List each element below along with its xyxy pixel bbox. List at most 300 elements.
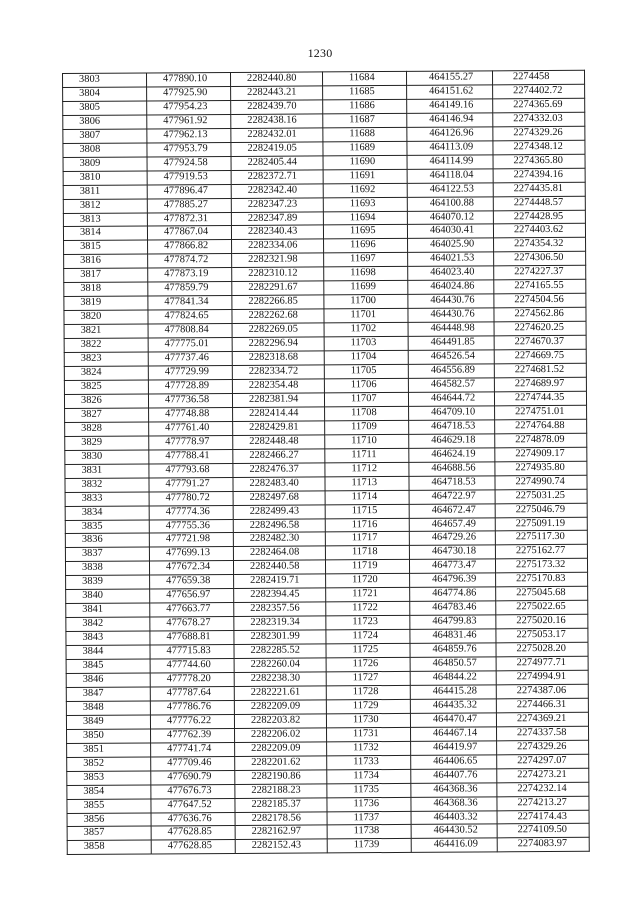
x-coordinate-right-cell: 464718.53 (409, 476, 495, 490)
x-coordinate-left-cell: 477778.97 (149, 435, 233, 449)
point-number-left-cell: 3838 (65, 561, 149, 575)
y-coordinate-left-cell: 2282340.43 (231, 225, 323, 240)
x-coordinate-left-cell: 477690.79 (151, 770, 235, 784)
x-coordinate-left-cell: 477761.40 (149, 421, 233, 435)
point-number-left-cell: 3828 (65, 422, 149, 436)
x-coordinate-left-cell: 477656.97 (150, 589, 234, 603)
y-coordinate-left-cell: 2282372.71 (231, 170, 323, 185)
point-number-left-cell: 3809 (63, 157, 147, 171)
y-coordinate-left-cell: 2282432.01 (231, 128, 323, 143)
point-number-right-cell: 11727 (326, 671, 410, 685)
point-number-left-cell: 3836 (65, 533, 149, 547)
y-coordinate-left-cell: 2282357.56 (234, 602, 326, 617)
x-coordinate-right-cell: 464024.86 (408, 280, 494, 294)
y-coordinate-left-cell: 2282419.05 (231, 142, 323, 157)
point-number-left-cell: 3851 (67, 743, 151, 757)
point-number-right-cell: 11739 (327, 839, 411, 853)
x-coordinate-right-cell: 464149.16 (407, 99, 493, 113)
x-coordinate-right-cell: 464100.88 (407, 196, 493, 210)
point-number-left-cell: 3814 (63, 226, 147, 240)
x-coordinate-left-cell: 477709.46 (151, 756, 235, 770)
point-number-left-cell: 3840 (66, 589, 150, 603)
y-coordinate-right-cell: 2274562.86 (494, 308, 586, 323)
point-number-right-cell: 11726 (326, 657, 410, 671)
y-coordinate-right-cell: 2274878.09 (495, 433, 587, 448)
point-number-left-cell: 3853 (67, 771, 151, 785)
y-coordinate-left-cell: 2282296.94 (232, 337, 324, 352)
point-number-left-cell: 3846 (66, 673, 150, 687)
point-number-left-cell: 3810 (63, 171, 147, 185)
y-coordinate-right-cell: 2274435.81 (493, 182, 585, 197)
point-number-right-cell: 11722 (326, 602, 410, 616)
point-number-right-cell: 11699 (324, 281, 408, 295)
x-coordinate-right-cell: 464368.36 (411, 796, 497, 810)
point-number-left-cell: 3827 (65, 408, 149, 422)
y-coordinate-left-cell: 2282266.85 (232, 295, 324, 310)
x-coordinate-right-cell: 464419.97 (411, 741, 497, 755)
y-coordinate-left-cell: 2282152.43 (235, 839, 327, 854)
y-coordinate-right-cell: 2274369.21 (496, 712, 588, 727)
x-coordinate-left-cell: 477954.23 (147, 100, 231, 114)
point-number-right-cell: 11724 (326, 630, 410, 644)
point-number-right-cell: 11697 (324, 253, 408, 267)
x-coordinate-left-cell: 477873.19 (148, 268, 232, 282)
y-coordinate-left-cell: 2282334.72 (232, 365, 324, 380)
point-number-right-cell: 11732 (327, 741, 411, 755)
point-number-right-cell: 11690 (323, 155, 407, 169)
y-coordinate-left-cell: 2282381.94 (232, 393, 324, 408)
y-coordinate-right-cell: 2274428.95 (493, 210, 585, 225)
x-coordinate-right-cell: 464730.18 (409, 545, 495, 559)
x-coordinate-left-cell: 477778.20 (150, 672, 234, 686)
y-coordinate-left-cell: 2282178.56 (235, 811, 327, 826)
y-coordinate-right-cell: 2275045.68 (496, 587, 588, 602)
x-coordinate-left-cell: 477791.27 (149, 477, 233, 491)
x-coordinate-left-cell: 477788.41 (149, 449, 233, 463)
x-coordinate-right-cell: 464831.46 (410, 629, 496, 643)
y-coordinate-right-cell: 2274297.07 (497, 754, 589, 769)
point-number-right-cell: 11691 (323, 169, 407, 183)
x-coordinate-left-cell: 477776.22 (150, 714, 234, 728)
y-coordinate-right-cell: 2274354.32 (494, 238, 586, 253)
y-coordinate-left-cell: 2282318.68 (232, 351, 324, 366)
point-number-right-cell: 11721 (326, 588, 410, 602)
y-coordinate-right-cell: 2274909.17 (495, 447, 587, 462)
x-coordinate-right-cell: 464122.53 (407, 182, 493, 196)
y-coordinate-left-cell: 2282429.81 (233, 421, 325, 436)
y-coordinate-left-cell: 2282185.37 (235, 797, 327, 812)
y-coordinate-right-cell: 2274764.88 (495, 419, 587, 434)
x-coordinate-left-cell: 477744.60 (150, 658, 234, 672)
y-coordinate-right-cell: 2274083.97 (497, 838, 589, 853)
point-number-left-cell: 3826 (64, 394, 148, 408)
x-coordinate-left-cell: 477961.92 (147, 114, 231, 128)
x-coordinate-left-cell: 477663.77 (150, 603, 234, 617)
y-coordinate-left-cell: 2282206.02 (235, 728, 327, 743)
y-coordinate-right-cell: 2275020.16 (496, 614, 588, 629)
point-number-right-cell: 11720 (326, 574, 410, 588)
x-coordinate-right-cell: 464467.14 (411, 727, 497, 741)
point-number-left-cell: 3841 (66, 603, 150, 617)
y-coordinate-right-cell: 2274337.58 (497, 726, 589, 741)
x-coordinate-left-cell: 477780.72 (149, 491, 233, 505)
x-coordinate-right-cell: 464415.28 (410, 685, 496, 699)
x-coordinate-right-cell: 464368.36 (411, 782, 497, 796)
x-coordinate-left-cell: 477678.27 (150, 617, 234, 631)
point-number-right-cell: 11737 (327, 811, 411, 825)
y-coordinate-left-cell: 2282291.67 (232, 281, 324, 296)
y-coordinate-right-cell: 2274458 (492, 70, 584, 85)
x-coordinate-left-cell: 477736.58 (148, 393, 232, 407)
y-coordinate-left-cell: 2282496.58 (233, 518, 325, 533)
y-coordinate-right-cell: 2275053.17 (496, 628, 588, 643)
x-coordinate-left-cell: 477885.27 (147, 198, 231, 212)
y-coordinate-left-cell: 2282438.16 (231, 114, 323, 129)
x-coordinate-left-cell: 477841.34 (148, 296, 232, 310)
x-coordinate-left-cell: 477647.52 (151, 798, 235, 812)
y-coordinate-right-cell: 2274365.80 (493, 154, 585, 169)
x-coordinate-left-cell: 477793.68 (149, 463, 233, 477)
y-coordinate-left-cell: 2282209.09 (235, 742, 327, 757)
y-coordinate-left-cell: 2282347.23 (231, 197, 323, 212)
y-coordinate-right-cell: 2275162.77 (495, 545, 587, 560)
x-coordinate-left-cell: 477659.38 (150, 575, 234, 589)
point-number-left-cell: 3849 (66, 715, 150, 729)
point-number-left-cell: 3825 (64, 380, 148, 394)
x-coordinate-left-cell: 477741.74 (151, 742, 235, 756)
y-coordinate-right-cell: 2275091.19 (495, 517, 587, 532)
x-coordinate-left-cell: 477636.76 (151, 812, 235, 826)
x-coordinate-right-cell: 464688.56 (409, 462, 495, 476)
y-coordinate-right-cell: 2275173.32 (495, 559, 587, 574)
x-coordinate-right-cell: 464430.76 (408, 294, 494, 308)
y-coordinate-left-cell: 2282260.04 (234, 658, 326, 673)
point-number-left-cell: 3829 (65, 436, 149, 450)
x-coordinate-right-cell: 464470.47 (410, 713, 496, 727)
y-coordinate-right-cell: 2274670.37 (494, 335, 586, 350)
point-number-right-cell: 11735 (327, 783, 411, 797)
point-number-left-cell: 3854 (67, 785, 151, 799)
point-number-right-cell: 11730 (326, 713, 410, 727)
x-coordinate-left-cell: 477628.85 (151, 840, 235, 854)
point-number-left-cell: 3858 (67, 840, 151, 854)
y-coordinate-left-cell: 2282262.68 (232, 309, 324, 324)
y-coordinate-right-cell: 2274994.91 (496, 670, 588, 685)
point-number-right-cell: 11719 (325, 560, 409, 574)
point-number-left-cell: 3834 (65, 506, 149, 520)
x-coordinate-left-cell: 477775.01 (148, 338, 232, 352)
point-number-right-cell: 11703 (324, 337, 408, 351)
x-coordinate-right-cell: 464416.09 (411, 838, 497, 852)
point-number-right-cell: 11685 (323, 85, 407, 99)
x-coordinate-right-cell: 464799.83 (410, 615, 496, 629)
x-coordinate-right-cell: 464070.12 (407, 210, 493, 224)
y-coordinate-right-cell: 2274165.55 (494, 280, 586, 295)
x-coordinate-left-cell: 477729.99 (148, 365, 232, 379)
point-number-right-cell: 11714 (325, 490, 409, 504)
y-coordinate-left-cell: 2282238.30 (234, 672, 326, 687)
point-number-right-cell: 11712 (325, 462, 409, 476)
point-number-right-cell: 11698 (324, 267, 408, 281)
point-number-left-cell: 3822 (64, 338, 148, 352)
y-coordinate-left-cell: 2282497.68 (233, 490, 325, 505)
x-coordinate-left-cell: 477874.72 (148, 254, 232, 268)
x-coordinate-right-cell: 464556.89 (408, 364, 494, 378)
x-coordinate-left-cell: 477715.83 (150, 645, 234, 659)
x-coordinate-right-cell: 464448.98 (408, 322, 494, 336)
x-coordinate-right-cell: 464430.52 (411, 824, 497, 838)
y-coordinate-left-cell: 2282209.09 (234, 700, 326, 715)
y-coordinate-left-cell: 2282285.52 (234, 644, 326, 659)
x-coordinate-right-cell: 464113.09 (407, 141, 493, 155)
point-number-right-cell: 11700 (324, 295, 408, 309)
y-coordinate-right-cell: 2274620.25 (494, 321, 586, 336)
point-number-right-cell: 11734 (327, 769, 411, 783)
y-coordinate-left-cell: 2282448.48 (233, 435, 325, 450)
y-coordinate-right-cell: 2275022.65 (496, 601, 588, 616)
point-number-right-cell: 11687 (323, 113, 407, 127)
x-coordinate-right-cell: 464430.76 (408, 308, 494, 322)
y-coordinate-right-cell: 2274448.57 (493, 196, 585, 211)
y-coordinate-right-cell: 2274990.74 (495, 475, 587, 490)
x-coordinate-right-cell: 464406.65 (411, 755, 497, 769)
x-coordinate-left-cell: 477872.31 (147, 212, 231, 226)
x-coordinate-right-cell: 464783.46 (410, 601, 496, 615)
point-number-left-cell: 3843 (66, 631, 150, 645)
y-coordinate-right-cell: 2274365.69 (493, 98, 585, 113)
x-coordinate-right-cell: 464850.57 (410, 657, 496, 671)
point-number-left-cell: 3818 (64, 282, 148, 296)
point-number-left-cell: 3815 (64, 240, 148, 254)
x-coordinate-right-cell: 464526.54 (408, 350, 494, 364)
x-coordinate-right-cell: 464435.32 (410, 699, 496, 713)
y-coordinate-left-cell: 2282334.06 (232, 239, 324, 254)
x-coordinate-left-cell: 477755.36 (149, 519, 233, 533)
point-number-right-cell: 11706 (324, 378, 408, 392)
x-coordinate-left-cell: 477728.89 (148, 379, 232, 393)
x-coordinate-right-cell: 464722.97 (409, 489, 495, 503)
x-coordinate-left-cell: 477824.65 (148, 310, 232, 324)
point-number-left-cell: 3812 (63, 199, 147, 213)
x-coordinate-left-cell: 477962.13 (147, 128, 231, 142)
point-number-left-cell: 3832 (65, 478, 149, 492)
x-coordinate-right-cell: 464151.62 (407, 85, 493, 99)
point-number-left-cell: 3847 (66, 687, 150, 701)
x-coordinate-right-cell: 464657.49 (409, 517, 495, 531)
point-number-left-cell: 3820 (64, 310, 148, 324)
x-coordinate-left-cell: 477925.90 (147, 86, 231, 100)
point-number-right-cell: 11709 (325, 420, 409, 434)
point-number-left-cell: 3824 (64, 366, 148, 380)
y-coordinate-left-cell: 2282188.23 (235, 784, 327, 799)
y-coordinate-left-cell: 2282321.98 (232, 253, 324, 268)
x-coordinate-right-cell: 464859.76 (410, 643, 496, 657)
point-number-left-cell: 3806 (63, 115, 147, 129)
point-number-left-cell: 3817 (64, 268, 148, 282)
point-number-left-cell: 3830 (65, 450, 149, 464)
y-coordinate-left-cell: 2282342.40 (231, 184, 323, 199)
point-number-left-cell: 3833 (65, 492, 149, 506)
point-number-right-cell: 11688 (323, 127, 407, 141)
x-coordinate-right-cell: 464146.94 (407, 113, 493, 127)
x-coordinate-right-cell: 464774.86 (410, 587, 496, 601)
point-number-right-cell: 11708 (325, 406, 409, 420)
x-coordinate-right-cell: 464582.57 (408, 378, 494, 392)
point-number-left-cell: 3856 (67, 812, 151, 826)
y-coordinate-left-cell: 2282476.37 (233, 463, 325, 478)
y-coordinate-right-cell: 2274977.71 (496, 656, 588, 671)
point-number-left-cell: 3819 (64, 296, 148, 310)
point-number-right-cell: 11729 (326, 699, 410, 713)
y-coordinate-left-cell: 2282466.27 (233, 449, 325, 464)
y-coordinate-left-cell: 2282347.89 (231, 211, 323, 226)
point-number-right-cell: 11738 (327, 825, 411, 839)
page-number: 1230 (307, 46, 333, 60)
y-coordinate-right-cell: 2275028.20 (496, 642, 588, 657)
x-coordinate-right-cell: 464023.40 (408, 266, 494, 280)
y-coordinate-right-cell: 2274306.50 (494, 252, 586, 267)
point-number-left-cell: 3850 (67, 729, 151, 743)
x-coordinate-right-cell: 464025.90 (408, 238, 494, 252)
y-coordinate-left-cell: 2282482.30 (233, 532, 325, 547)
x-coordinate-left-cell: 477866.82 (148, 240, 232, 254)
y-coordinate-right-cell: 2274751.01 (495, 405, 587, 420)
y-coordinate-right-cell: 2275117.30 (495, 531, 587, 546)
y-coordinate-right-cell: 2274403.62 (493, 224, 585, 239)
point-number-right-cell: 11686 (323, 99, 407, 113)
point-number-left-cell: 3821 (64, 324, 148, 338)
point-number-left-cell: 3852 (67, 757, 151, 771)
x-coordinate-left-cell: 477867.04 (147, 226, 231, 240)
x-coordinate-left-cell: 477953.79 (147, 142, 231, 156)
x-coordinate-right-cell: 464644.72 (408, 392, 494, 406)
y-coordinate-left-cell: 2282394.45 (234, 588, 326, 603)
point-number-left-cell: 3848 (66, 701, 150, 715)
x-coordinate-right-cell: 464672.47 (409, 503, 495, 517)
y-coordinate-right-cell: 2274332.03 (493, 112, 585, 127)
y-coordinate-left-cell: 2282440.80 (230, 72, 322, 87)
y-coordinate-right-cell: 2274213.27 (497, 796, 589, 811)
x-coordinate-right-cell: 464718.53 (409, 420, 495, 434)
point-number-right-cell: 11731 (327, 727, 411, 741)
x-coordinate-left-cell: 477762.39 (151, 728, 235, 742)
y-coordinate-right-cell: 2274504.56 (494, 294, 586, 309)
x-coordinate-left-cell: 477786.76 (150, 700, 234, 714)
y-coordinate-left-cell: 2282499.43 (233, 504, 325, 519)
y-coordinate-left-cell: 2282414.44 (233, 407, 325, 422)
y-coordinate-left-cell: 2282354.48 (232, 379, 324, 394)
point-number-right-cell: 11733 (327, 755, 411, 769)
point-number-left-cell: 3839 (66, 575, 150, 589)
point-number-left-cell: 3816 (64, 254, 148, 268)
y-coordinate-left-cell: 2282301.99 (234, 630, 326, 645)
y-coordinate-right-cell: 2274402.72 (493, 84, 585, 99)
x-coordinate-right-cell: 464118.04 (407, 169, 493, 183)
y-coordinate-right-cell: 2274348.12 (493, 140, 585, 155)
x-coordinate-left-cell: 477748.88 (149, 407, 233, 421)
x-coordinate-right-cell: 464624.19 (409, 448, 495, 462)
point-number-right-cell: 11707 (324, 392, 408, 406)
y-coordinate-left-cell: 2282440.58 (233, 560, 325, 575)
y-coordinate-right-cell: 2274227.37 (494, 266, 586, 281)
y-coordinate-left-cell: 2282405.44 (231, 156, 323, 171)
y-coordinate-right-cell: 2274744.35 (494, 391, 586, 406)
y-coordinate-right-cell: 2275170.83 (496, 573, 588, 588)
x-coordinate-left-cell: 477890.10 (147, 72, 231, 86)
x-coordinate-left-cell: 477688.81 (150, 631, 234, 645)
x-coordinate-left-cell: 477774.36 (149, 505, 233, 519)
point-number-right-cell: 11702 (324, 323, 408, 337)
point-number-left-cell: 3811 (63, 185, 147, 199)
point-number-right-cell: 11723 (326, 616, 410, 630)
point-number-right-cell: 11705 (324, 364, 408, 378)
x-coordinate-left-cell: 477676.73 (151, 784, 235, 798)
y-coordinate-left-cell: 2282201.62 (235, 756, 327, 771)
point-number-left-cell: 3845 (66, 659, 150, 673)
point-number-left-cell: 3855 (67, 799, 151, 813)
coordinate-table-body (63, 70, 590, 855)
x-coordinate-left-cell: 477787.64 (150, 686, 234, 700)
x-coordinate-right-cell: 464114.99 (407, 155, 493, 169)
x-coordinate-right-cell: 464796.39 (410, 573, 496, 587)
y-coordinate-left-cell: 2282203.82 (234, 714, 326, 729)
point-number-left-cell: 3837 (65, 547, 149, 561)
x-coordinate-right-cell: 464709.10 (409, 406, 495, 420)
point-number-left-cell: 3842 (66, 617, 150, 631)
point-number-left-cell: 3857 (67, 826, 151, 840)
x-coordinate-left-cell: 477859.79 (148, 282, 232, 296)
point-number-left-cell: 3831 (65, 464, 149, 478)
point-number-right-cell: 11689 (323, 141, 407, 155)
y-coordinate-right-cell: 2274689.97 (494, 377, 586, 392)
point-number-left-cell: 3813 (63, 213, 147, 227)
point-number-right-cell: 11695 (323, 225, 407, 239)
x-coordinate-left-cell: 477808.84 (148, 324, 232, 338)
point-number-right-cell: 11711 (325, 448, 409, 462)
x-coordinate-right-cell: 464155.27 (406, 71, 492, 85)
x-coordinate-right-cell: 464403.32 (411, 810, 497, 824)
point-number-right-cell: 11696 (324, 239, 408, 253)
x-coordinate-left-cell: 477924.58 (147, 156, 231, 170)
x-coordinate-right-cell: 464126.96 (407, 127, 493, 141)
y-coordinate-right-cell: 2274329.26 (493, 126, 585, 141)
y-coordinate-left-cell: 2282319.34 (234, 616, 326, 631)
point-number-right-cell: 11715 (325, 504, 409, 518)
x-coordinate-right-cell: 464773.47 (409, 559, 495, 573)
point-number-left-cell: 3807 (63, 129, 147, 143)
y-coordinate-right-cell: 2274935.80 (495, 461, 587, 476)
y-coordinate-left-cell: 2282443.21 (231, 86, 323, 101)
point-number-left-cell: 3823 (64, 352, 148, 366)
table-row (67, 838, 589, 855)
x-coordinate-left-cell: 477699.13 (149, 547, 233, 561)
coordinate-table (62, 70, 590, 856)
y-coordinate-right-cell: 2274466.31 (496, 698, 588, 713)
y-coordinate-right-cell: 2275046.79 (495, 503, 587, 518)
y-coordinate-right-cell: 2275031.25 (495, 489, 587, 504)
x-coordinate-left-cell: 477737.46 (148, 352, 232, 366)
y-coordinate-left-cell: 2282269.05 (232, 323, 324, 338)
y-coordinate-left-cell: 2282483.40 (233, 477, 325, 492)
point-number-right-cell: 11728 (326, 685, 410, 699)
y-coordinate-right-cell: 2274232.14 (497, 782, 589, 797)
point-number-right-cell: 11692 (323, 183, 407, 197)
y-coordinate-right-cell: 2274669.75 (494, 349, 586, 364)
y-coordinate-right-cell: 2274174.43 (497, 810, 589, 825)
x-coordinate-right-cell: 464629.18 (409, 434, 495, 448)
point-number-right-cell: 11704 (324, 350, 408, 364)
y-coordinate-right-cell: 2274394.16 (493, 168, 585, 183)
